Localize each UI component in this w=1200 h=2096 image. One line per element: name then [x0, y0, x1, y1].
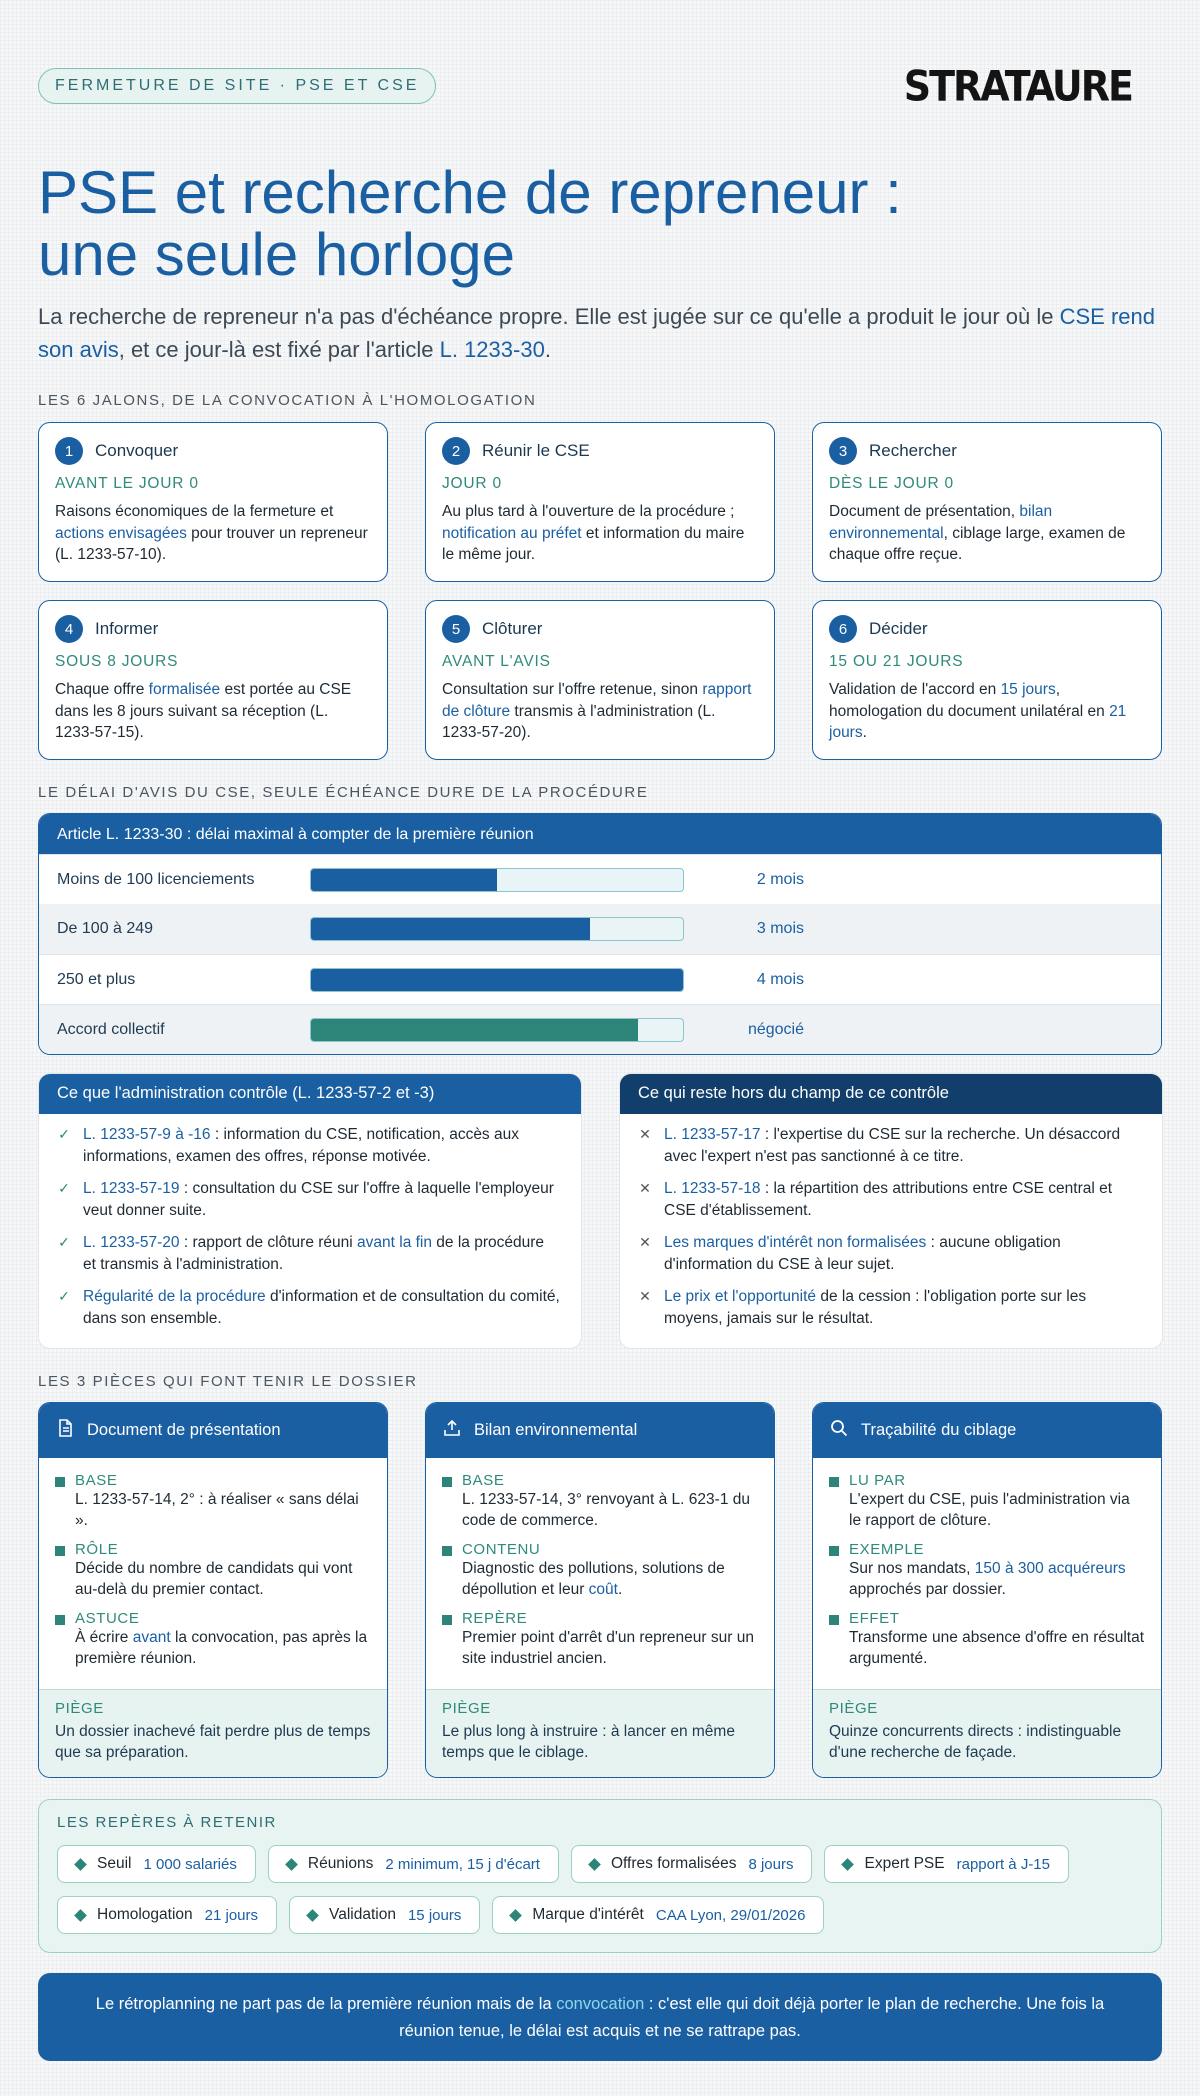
jalon-number: 2 [442, 437, 470, 465]
piece-title: Bilan environnemental [474, 1421, 638, 1439]
controle-panel-title: Ce que l'administration contrôle (L. 1233-57-2 et -3) [39, 1074, 581, 1114]
diamond-icon [74, 1858, 87, 1871]
jalon-number: 3 [829, 437, 857, 465]
title-line-2: une seule horloge [38, 221, 516, 288]
piece-trap: PIÈGE Le plus long à instruire : à lancer en même temps que le ciblage. [426, 1689, 774, 1777]
delai-row-value: 2 mois [756, 870, 804, 888]
repere-chip: Validation 15 jours [289, 1896, 480, 1934]
delai-bar-track [310, 968, 684, 992]
diamond-icon [285, 1858, 298, 1871]
lead-text-2: , et ce jour-là est fixé par l'article [118, 337, 440, 362]
jalons-grid [38, 422, 1162, 760]
controle-item: ✓ Régularité de la procédure d'information et de consultation du comité, dans son ensemble. [57, 1286, 561, 1329]
jalon-number: 6 [829, 615, 857, 643]
repere-chip: Homologation 21 jours [57, 1896, 277, 1934]
reperes-panel [38, 1799, 1162, 1953]
diamond-icon [588, 1858, 601, 1871]
check-icon: ✓ [58, 1234, 70, 1250]
delai-row-label: De 100 à 249 [57, 920, 154, 937]
jalon-timing: AVANT LE JOUR 0 [55, 475, 199, 492]
upload-tray-icon [442, 1418, 462, 1443]
delai-row-label: Moins de 100 licenciements [57, 870, 255, 888]
jalon-title: Convoquer [95, 441, 179, 460]
delai-row [39, 904, 1161, 954]
cross-icon: ✕ [639, 1288, 651, 1304]
jalon-title: Décider [869, 619, 928, 638]
piece-card [812, 1402, 1162, 1778]
jalon-title: Clôturer [482, 619, 543, 638]
controle-panel-out-of-scope [619, 1073, 1163, 1349]
pieces-section-label: LES 3 PIÈCES QUI FONT TENIR LE DOSSIER [38, 1373, 418, 1390]
delai-table [38, 813, 1162, 1055]
search-icon [829, 1418, 849, 1443]
piece-row: BASE L. 1233-57-14, 2° : à réaliser « sans délai ». [55, 1472, 371, 1531]
delai-rows [39, 854, 1161, 1054]
lead-paragraph [38, 300, 1162, 366]
jalon-title: Réunir le CSE [482, 441, 590, 460]
piece-trap: PIÈGE Un dossier inachevé fait perdre plus de temps que sa préparation. [39, 1689, 387, 1777]
check-icon: ✓ [58, 1288, 70, 1304]
jalon-title: Rechercher [869, 441, 957, 460]
jalon-number: 4 [55, 615, 83, 643]
lead-highlight-2: L. 1233-30 [439, 337, 545, 362]
topic-tag: FERMETURE DE SITE · PSE ET CSE [38, 68, 436, 104]
cross-icon: ✕ [639, 1234, 651, 1250]
jalon-title: Informer [95, 619, 159, 638]
delai-row [39, 854, 1161, 904]
controle-item: ✕ Les marques d'intérêt non formalisées : aucune obligation d'information du CSE à leur sujet. [638, 1232, 1142, 1275]
delai-bar-track [310, 917, 684, 941]
piece-title: Document de présentation [87, 1421, 281, 1439]
jalon-card [38, 422, 388, 582]
delai-bar-fill [311, 969, 683, 991]
piece-row: LU PAR L'expert du CSE, puis l'administration via le rapport de clôture. [829, 1472, 1145, 1531]
diamond-icon [306, 1909, 319, 1922]
jalon-description: Document de présentation, bilan environnemental, ciblage large, examen de chaque offre reçue. [829, 503, 1126, 563]
document-icon [55, 1418, 75, 1443]
controle-item: ✓ L. 1233-57-9 à -16 : information du CSE, notification, accès aux informations, examen des offres, réponse motivée. [57, 1124, 561, 1167]
diamond-icon [74, 1909, 87, 1922]
cross-icon: ✕ [639, 1180, 651, 1196]
controle-panels [38, 1073, 1162, 1349]
delai-row [39, 1004, 1161, 1054]
jalon-timing: SOUS 8 JOURS [55, 653, 179, 670]
piece-row: REPÈRE Premier point d'arrêt d'un repreneur sur un site industriel ancien. [442, 1610, 758, 1669]
check-icon: ✓ [58, 1126, 70, 1142]
delai-bar-fill [311, 918, 590, 940]
delai-bar-track [310, 1018, 684, 1042]
diamond-icon [842, 1858, 855, 1871]
delai-section-label: LE DÉLAI D'AVIS DU CSE, SEULE ÉCHÉANCE DURE DE LA PROCÉDURE [38, 784, 649, 801]
piece-row: EXEMPLE Sur nos mandats, 150 à 300 acquéreurs approchés par dossier. [829, 1541, 1145, 1600]
jalons-section-label: LES 6 JALONS, DE LA CONVOCATION À L'HOMOLOGATION [38, 392, 537, 409]
controle-item: ✕ L. 1233-57-17 : l'expertise du CSE sur la recherche. Un désaccord avec l'expert n'est pas sanctionné à ce titre. [638, 1124, 1142, 1167]
title-line-1: PSE et recherche de repreneur : [38, 159, 902, 226]
header-bar [38, 0, 1162, 111]
delai-bar-fill [311, 869, 497, 891]
delai-row-value: 4 mois [756, 970, 804, 988]
lead-text-3: . [544, 337, 551, 362]
jalon-timing: AVANT L'AVIS [442, 653, 551, 670]
conclusion-banner: Le rétroplanning ne part pas de la première réunion mais de la convocation : c'est elle qui doit déjà porter le plan de recherche. Une fois la réunion tenue, le délai est acquis et ne se rattrape pas. [38, 1973, 1162, 2061]
repere-chip: Réunions 2 minimum, 15 j d'écart [268, 1845, 559, 1883]
reperes-label: LES REPÈRES À RETENIR [57, 1814, 277, 1831]
controle-item: ✕ Le prix et l'opportunité de la cession : l'obligation porte sur les moyens, jamais sur le résultat. [638, 1286, 1142, 1329]
diamond-icon [509, 1909, 522, 1922]
delai-table-header: Article L. 1233-30 : délai maximal à compter de la première réunion [39, 814, 1161, 854]
jalon-timing: JOUR 0 [442, 475, 502, 492]
brand-logo: STRATAURE [903, 61, 1132, 111]
controle-item: ✓ L. 1233-57-20 : rapport de clôture réuni avant la fin de la procédure et transmis à l'administration. [57, 1232, 561, 1275]
jalon-timing: DÈS LE JOUR 0 [829, 475, 954, 492]
delai-row-value: négocié [747, 1020, 804, 1038]
lead-text-1: La recherche de repreneur n'a pas d'échéance propre. Elle est jugée sur ce qu'elle a produit le jour où le [38, 304, 1060, 329]
jalon-timing: 15 OU 21 JOURS [829, 653, 964, 670]
delai-row-label: Accord collectif [57, 1020, 165, 1038]
piece-title: Traçabilité du ciblage [861, 1421, 1017, 1439]
repere-chip: Expert PSE rapport à J-15 [824, 1845, 1069, 1883]
page-title [38, 159, 1162, 288]
lead-highlight-1: CSE rend son avis [38, 304, 1155, 362]
jalon-description: Chaque offre formalisée est portée au CSE dans les 8 jours suivant sa réception (L. 1233-57-15). [55, 681, 352, 741]
pieces-grid [38, 1402, 1162, 1778]
controle-panel-in-scope [38, 1073, 582, 1349]
delai-row-value: 3 mois [756, 920, 804, 937]
jalon-description: Raisons économiques de la fermeture et actions envisagées pour trouver un repreneur (L. 1233-57-10). [55, 503, 368, 563]
jalon-number: 5 [442, 615, 470, 643]
controle-item: ✕ L. 1233-57-18 : la répartition des attributions entre CSE central et CSE d'établissement. [638, 1178, 1142, 1221]
repere-chip: Marque d'intérêt CAA Lyon, 29/01/2026 [492, 1896, 824, 1934]
delai-bar-fill [311, 1019, 638, 1041]
jalon-card [425, 600, 775, 760]
piece-row: EFFET Transforme une absence d'offre en résultat argumenté. [829, 1610, 1145, 1669]
jalon-card [812, 422, 1162, 582]
jalon-number: 1 [55, 437, 83, 465]
delai-row-label: 250 et plus [57, 970, 136, 988]
delai-bar-track [310, 868, 684, 892]
piece-card [38, 1402, 388, 1778]
jalon-description: Au plus tard à l'ouverture de la procédure ; notification au préfet et information du maire le même jour. [442, 503, 745, 563]
delai-row [39, 954, 1161, 1004]
piece-row: ASTUCE À écrire avant la convocation, pas après la première réunion. [55, 1610, 371, 1669]
controle-panel-title: Ce qui reste hors du champ de ce contrôle [620, 1074, 1162, 1114]
jalon-card [38, 600, 388, 760]
cross-icon: ✕ [639, 1126, 651, 1142]
jalon-card [425, 422, 775, 582]
controle-item: ✓ L. 1233-57-19 : consultation du CSE sur l'offre à laquelle l'employeur veut donner suite. [57, 1178, 561, 1221]
piece-trap: PIÈGE Quinze concurrents directs : indistinguable d'une recherche de façade. [813, 1689, 1161, 1777]
piece-row: CONTENU Diagnostic des pollutions, solutions de dépollution et leur coût. [442, 1541, 758, 1600]
piece-row: RÔLE Décide du nombre de candidats qui vont au-delà du premier contact. [55, 1541, 371, 1600]
repere-chip: Seuil 1 000 salariés [57, 1845, 256, 1883]
check-icon: ✓ [58, 1180, 70, 1196]
piece-row: BASE L. 1233-57-14, 3° renvoyant à L. 623-1 du code de commerce. [442, 1472, 758, 1531]
piece-card [425, 1402, 775, 1778]
jalon-description: Validation de l'accord en 15 jours, homologation du document unilatéral en 21 jours. [829, 681, 1127, 741]
repere-chip: Offres formalisées 8 jours [571, 1845, 813, 1883]
jalon-card [812, 600, 1162, 760]
jalon-description: Consultation sur l'offre retenue, sinon rapport de clôture transmis à l'administration (L. 1233-57-20). [442, 681, 752, 741]
